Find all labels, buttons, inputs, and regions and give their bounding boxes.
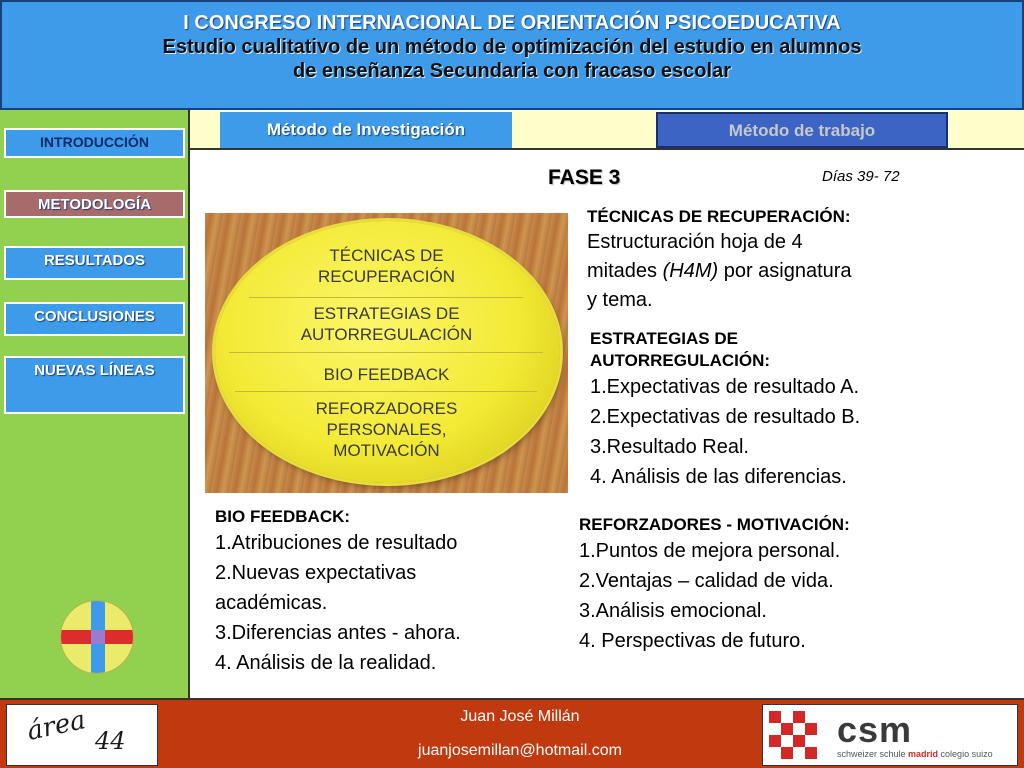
diagram-item-tecnicas: TÉCNICAS DE RECUPERACIÓN: [318, 246, 455, 286]
diagram-item-biofeedback: BIO FEEDBACK: [323, 365, 450, 384]
estrategias-item: 2.Expectativas de resultado B.: [590, 406, 861, 428]
biofeedback-block: [215, 506, 555, 678]
csm-logo: csm schweizer schule madrid colegio suizo: [762, 704, 1018, 766]
estrategias-block: [590, 328, 990, 492]
csm-mark-icon: [769, 711, 829, 761]
diagram-divider: [229, 352, 543, 353]
reforzadores-item: 3.Análisis emocional.: [579, 600, 767, 622]
biofeedback-item: 1.Atribuciones de resultado: [215, 532, 458, 554]
tab-metodo-trabajo[interactable]: Método de trabajo: [656, 112, 948, 148]
reforzadores-block: [579, 514, 999, 656]
diagram-divider: [249, 297, 523, 298]
sidebar-item-metodologia[interactable]: METODOLOGÍA: [4, 190, 185, 218]
area-44-logo: área 44: [6, 704, 158, 766]
diagram-divider: [235, 391, 537, 392]
estrategias-item: 1.Expectativas de resultado A.: [590, 376, 860, 398]
tecnicas-heading: TÉCNICAS DE RECUPERACIÓN:: [587, 207, 851, 226]
author-name: Juan José Millán: [460, 708, 580, 725]
biofeedback-item: 4. Análisis de la realidad.: [215, 652, 437, 674]
reforzadores-item: 1.Puntos de mejora personal.: [579, 540, 841, 562]
biofeedback-heading: BIO FEEDBACK:: [215, 507, 351, 526]
sidebar-item-nuevas-lineas[interactable]: NUEVAS LÍNEAS: [4, 356, 185, 414]
reforzadores-item: 4. Perspectivas de futuro.: [579, 630, 806, 652]
tecnicas-block: [587, 206, 967, 315]
biofeedback-item: 2.Nuevas expectativas: [215, 562, 417, 584]
congress-title: I CONGRESO INTERNACIONAL DE ORIENTACIÓN PSICOEDUCATIVA: [183, 12, 841, 34]
tecnicas-line: mitades (H4M) por asignatura: [587, 260, 852, 282]
sidebar-item-conclusiones[interactable]: CONCLUSIONES: [4, 302, 185, 336]
sidebar-item-introduccion[interactable]: INTRODUCCIÓN: [4, 128, 185, 158]
biofeedback-item: académicas.: [215, 592, 328, 614]
biofeedback-item: 3.Diferencias antes - ahora.: [215, 622, 461, 644]
phase-diagram-image: [205, 213, 568, 493]
study-title-line-1: Estudio cualitativo de un método de optimización del estudio en alumnos: [162, 36, 862, 58]
estrategias-item: 3.Resultado Real.: [590, 436, 749, 458]
estrategias-heading: AUTORREGULACIÓN:: [590, 351, 771, 370]
days-range: Días 39- 72: [822, 168, 900, 185]
phase-title: FASE 3: [548, 166, 621, 189]
estrategias-item: 4. Análisis de las diferencias.: [590, 466, 847, 488]
slide-footer: [0, 698, 1024, 768]
tab-metodo-investigacion[interactable]: Método de Investigación: [220, 112, 512, 148]
author-email[interactable]: juanjosemillan@hotmail.com: [418, 742, 622, 759]
tecnicas-line: y tema.: [587, 289, 653, 311]
sidebar: [0, 110, 190, 698]
method-nav-bar: [190, 110, 1024, 150]
study-title-line-2: de enseñanza Secundaria con fracaso escolar: [293, 60, 731, 82]
diagram-item-estrategias: ESTRATEGIAS DE AUTORREGULACIÓN: [300, 304, 473, 344]
reforzadores-item: 2.Ventajas – calidad de vida.: [579, 570, 834, 592]
diagram-item-reforzadores: REFORZADORES PERSONALES, MOTIVACIÓN: [315, 399, 458, 460]
estrategias-heading: ESTRATEGIAS DE: [590, 329, 738, 348]
sidebar-item-resultados[interactable]: RESULTADOS: [4, 246, 185, 280]
cross-logo-icon: [60, 600, 134, 674]
reforzadores-heading: REFORZADORES - MOTIVACIÓN:: [579, 515, 850, 534]
tecnicas-line: Estructuración hoja de 4: [587, 231, 803, 253]
slide-header: [0, 0, 1024, 110]
